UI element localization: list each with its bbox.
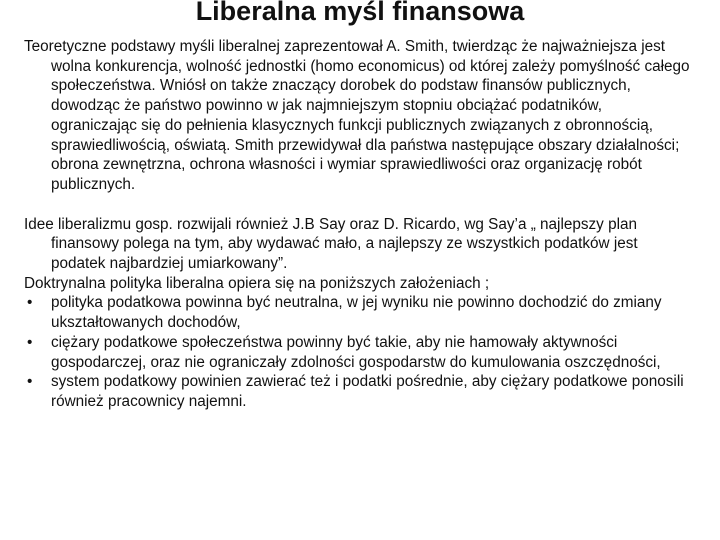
slide-body — [24, 37, 692, 412]
paragraph-spacer — [24, 195, 692, 215]
paragraph-smith: Teoretyczne podstawy myśli liberalnej zaprezentował A. Smith, twierdząc że najważniejsza jest wolna konkurencja, wolność jednostki (homo economicus) od której zależy pomyślność całego społeczeństwa. Wniósł on także znaczący dorobek do podstaw finansów publicznych, dowodząc że państwo powinno w jak najmniejszym stopniu obciążać podatników, ograniczając się do pełnienia klasycznych funkcji publicznych związanych z obronnością, sprawiedliwością, oświatą. Smith przewidywał dla państwa następujące obszary działalności; obrona zewnętrzna, ochrona własności i wymiar sprawiedliwości oraz organizację robót publicznych. — [24, 38, 690, 193]
list-item — [24, 293, 692, 332]
bullet-icon: • — [27, 373, 33, 391]
assumptions-list — [24, 293, 692, 411]
list-item-text: ciężary podatkowe społeczeństwa powinny być takie, aby nie hamowały aktywności gospodarczej, oraz nie ograniczały zdolności gospodarstw do kumulowania oszczędności, — [51, 333, 661, 371]
list-item-text: system podatkowy powinien zawierać też i podatki pośrednie, aby ciężary podatkowe ponosili również pracownicy najemni. — [51, 373, 684, 410]
list-item — [24, 372, 692, 411]
bullet-icon: • — [27, 333, 33, 351]
paragraph-doctrine: Doktrynalna polityka liberalna opiera się na poniższych założeniach ; — [24, 274, 490, 292]
list-item-text: polityka podatkowa powinna być neutralna, w jej wyniku nie powinno dochodzić do zmiany ukształtowanych dochodów, — [51, 294, 662, 332]
list-item — [24, 333, 692, 372]
bullet-icon: • — [27, 294, 33, 312]
slide-title: Liberalna myśl finansowa — [195, 0, 525, 26]
paragraph-say-ricardo: Idee liberalizmu gosp. rozwijali również J.B Say oraz D. Ricardo, wg Say’a „ najlepszy plan finansowy polega na tym, aby wydawać mało, a najlepszy ze wszystkich podatków jest podatek najbardziej umiarkowany”. — [24, 215, 638, 273]
